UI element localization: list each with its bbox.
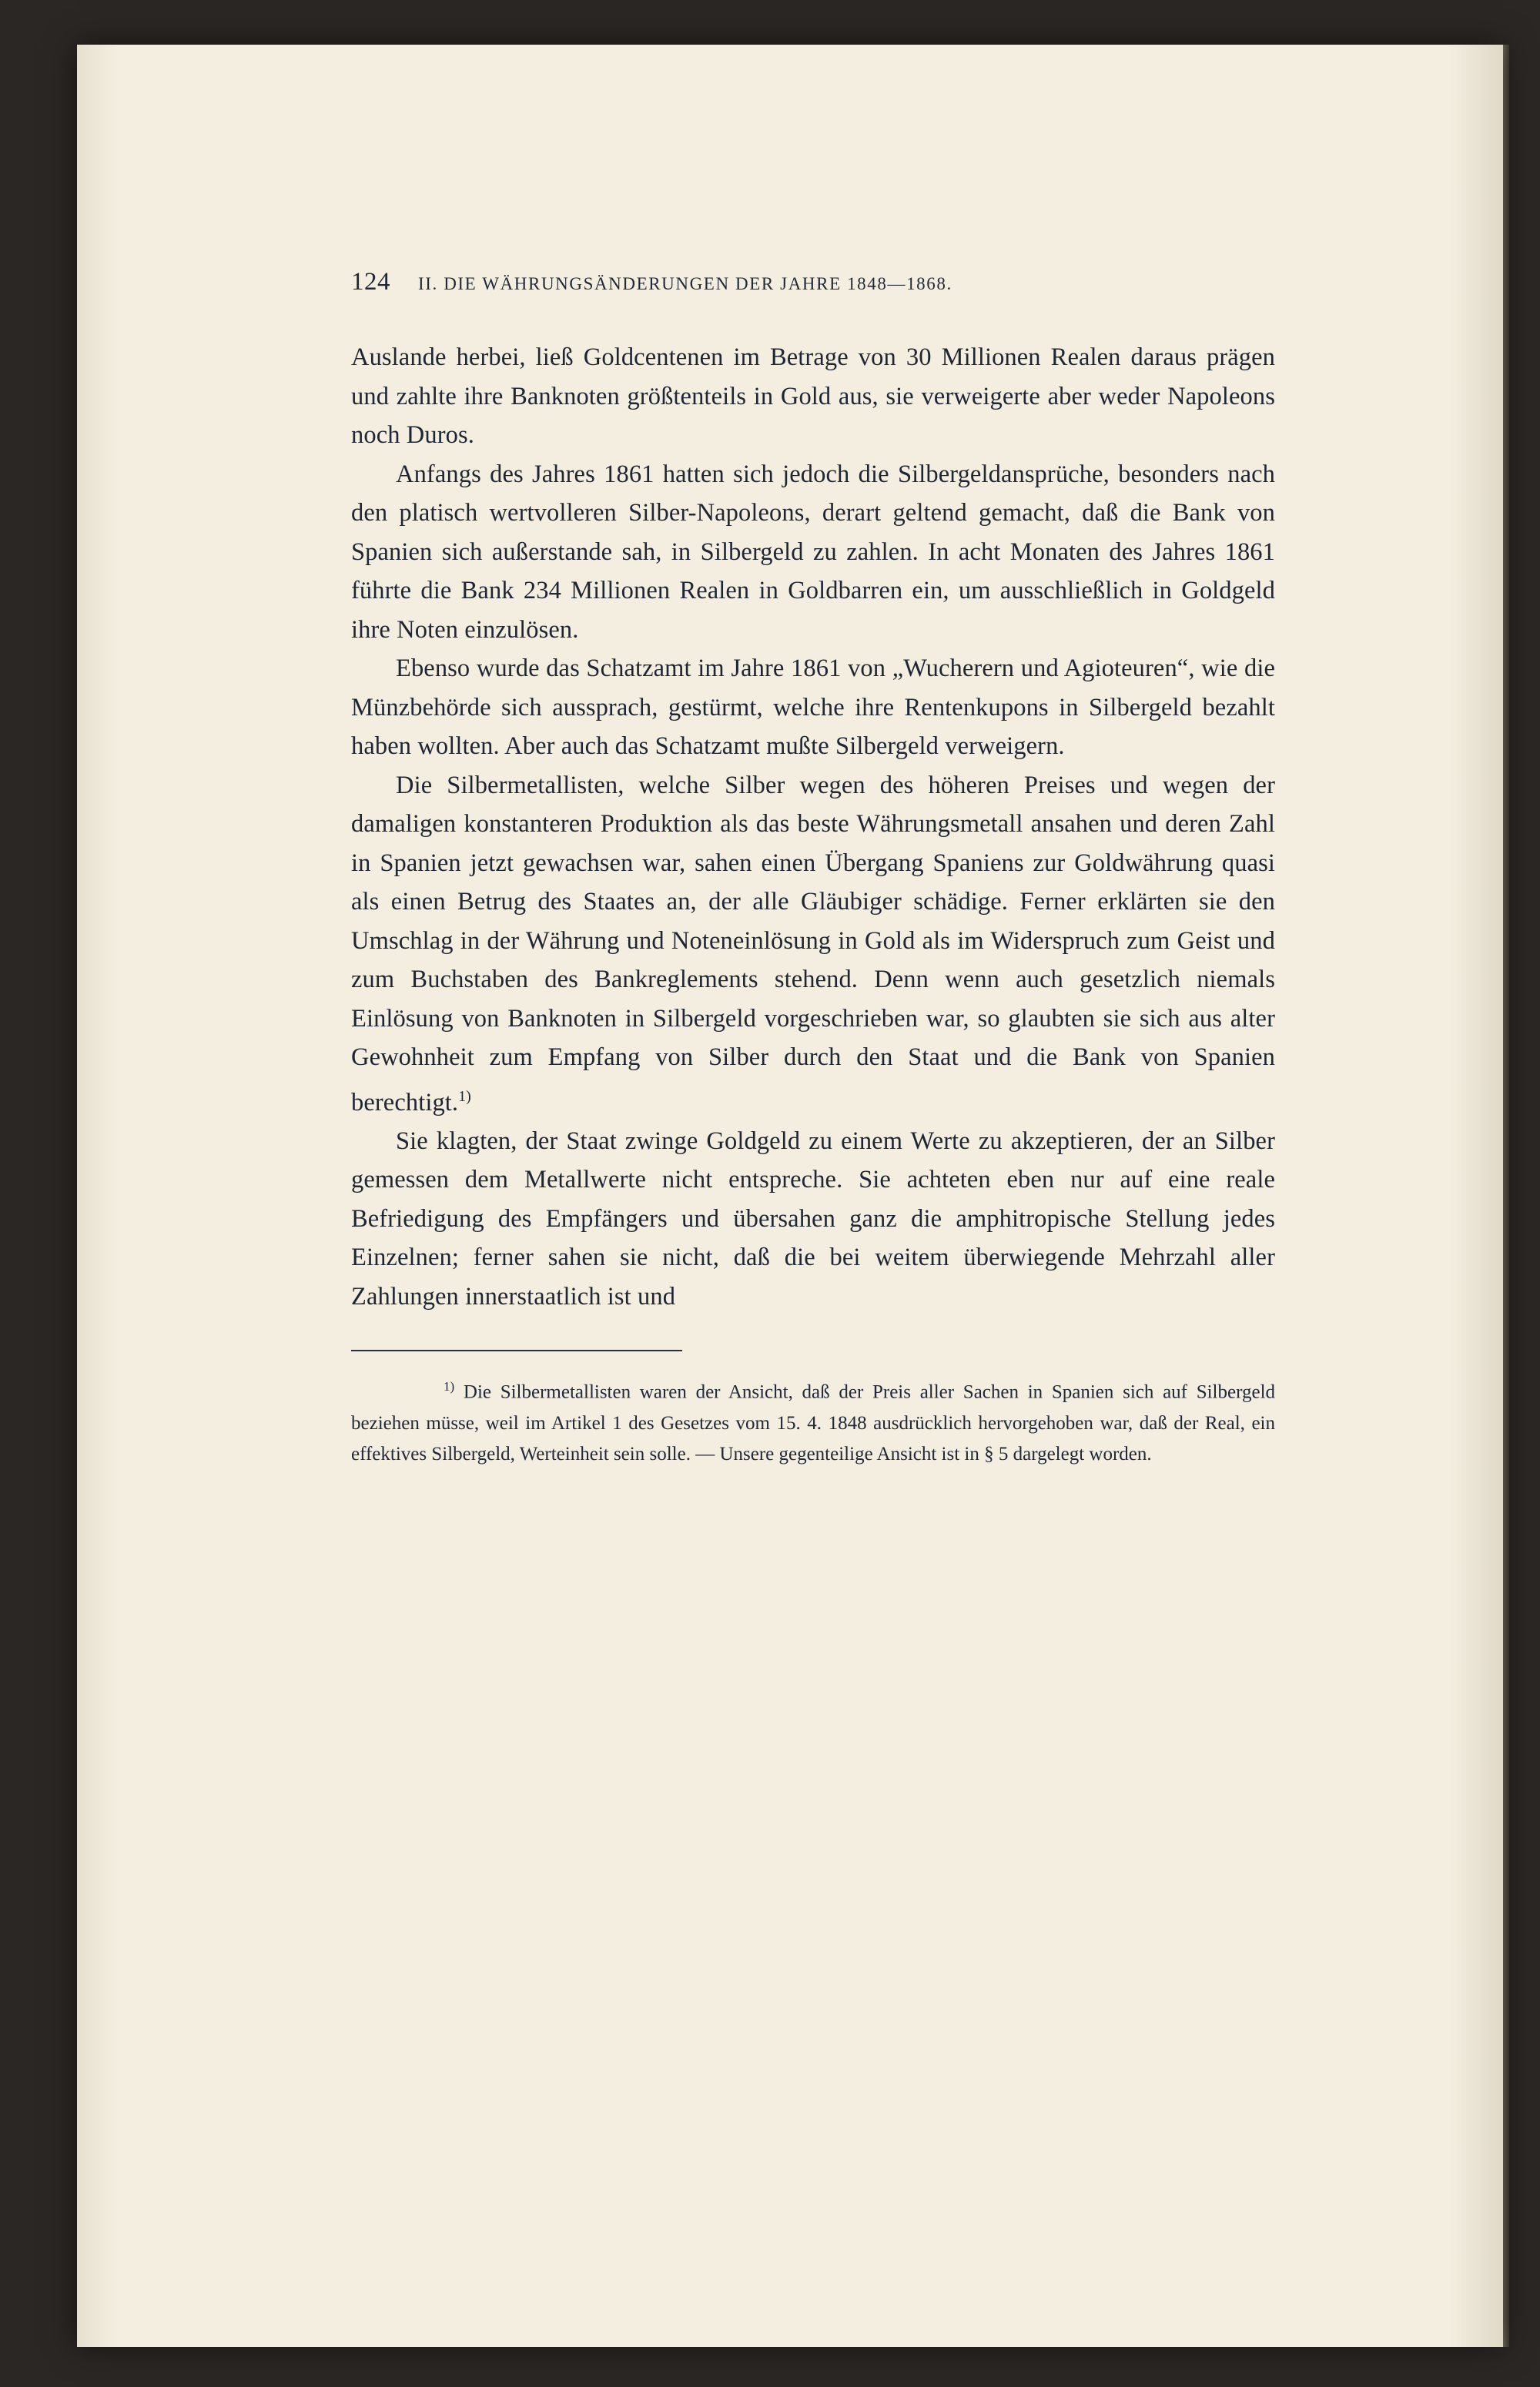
page-content (351, 268, 1275, 1470)
page-number: 124 (351, 268, 390, 296)
running-head (351, 268, 1275, 296)
body-text (351, 338, 1275, 1316)
paragraph-5: Sie klagten, der Staat zwinge Goldgeld zu einem Werte zu akzeptieren, der an Silber gemessen dem Metallwerte nicht entspreche. Sie achteten eben nur auf eine reale Befriedigung des Empfängers und übersahen ganz die amphitropische Stellung jedes Einzelnen; ferner sahen sie nicht, daß die bei weitem überwiegende Mehrzahl aller Zahlungen innerstaatlich ist und (351, 1127, 1275, 1311)
paragraph-3: Ebenso wurde das Schatzamt im Jahre 1861 von „Wucherern und Agioteuren“, wie die Münzbehörde sich aussprach, gestürmt, welche ihre Rentenkupons in Silbergeld bezahlt haben wollten. Aber auch das Schatzamt mußte Silbergeld verweigern. (351, 654, 1275, 760)
paragraph-2: Anfangs des Jahres 1861 hatten sich jedoch die Silbergeldansprüche, besonders nach den platisch wertvolleren Silber-Napoleons, derart geltend gemacht, daß die Bank von Spanien sich außerstande sah, in Silbergeld zu zahlen. In acht Monaten des Jahres 1861 führte die Bank 234 Millionen Realen in Goldbarren ein, um ausschließlich in Goldgeld ihre Noten einzulösen. (351, 460, 1275, 644)
footnote-divider (351, 1350, 682, 1351)
footnote-body (351, 1371, 1275, 1469)
paragraph-4-text: Die Silbermetallisten, welche Silber wegen des höheren Preises und wegen der damaligen konstanteren Produktion als das beste Währungsmetall ansahen und deren Zahl in Spanien jetzt gewachsen war, sahen einen Übergang Spaniens zur Goldwährung quasi als einen Betrug des Staates an, der alle Gläubiger schädige. Ferner erklärten sie den Umschlag in der Währung und Noteneinlösung in Gold als im Widerspruch zum Geist und zum Buchstaben des Bankreglements stehend. Denn wenn auch gesetzlich niemals Einlösung von Banknoten in Silbergeld vorgeschrieben war, so glaubten sie sich aus alter Gewohnheit zum Empfang von Silber durch den Staat und die Bank von Spanien berechtigt. (351, 771, 1275, 1116)
footnote (351, 1371, 1275, 1469)
footnote-marker: 1) (444, 1379, 455, 1394)
paragraph-4 (351, 766, 1275, 1122)
footnote-reference: 1) (458, 1087, 471, 1105)
paragraph-1: Auslande herbei, ließ Goldcentenen im Betrage von 30 Millionen Realen daraus prägen und zahlte ihre Banknoten größtenteils in Gold aus, sie verweigerte aber weder Napoleons noch Duros. (351, 343, 1275, 449)
chapter-title: II. DIE WÄHRUNGSÄNDERUNGEN DER JAHRE 1848—1868. (418, 274, 952, 293)
footnote-text: Die Silbermetallisten waren der Ansicht, daß der Preis aller Sachen in Spanien sich auf Silbergeld beziehen müsse, weil im Artikel 1 des Gesetzes vom 15. 4. 1848 ausdrücklich hervorgehoben war, daß der Real, ein effektives Silbergeld, Werteinheit sein solle. — Unsere gegenteilige Ansicht ist in § 5 dargelegt worden. (351, 1381, 1276, 1465)
book-page (77, 45, 1503, 2347)
